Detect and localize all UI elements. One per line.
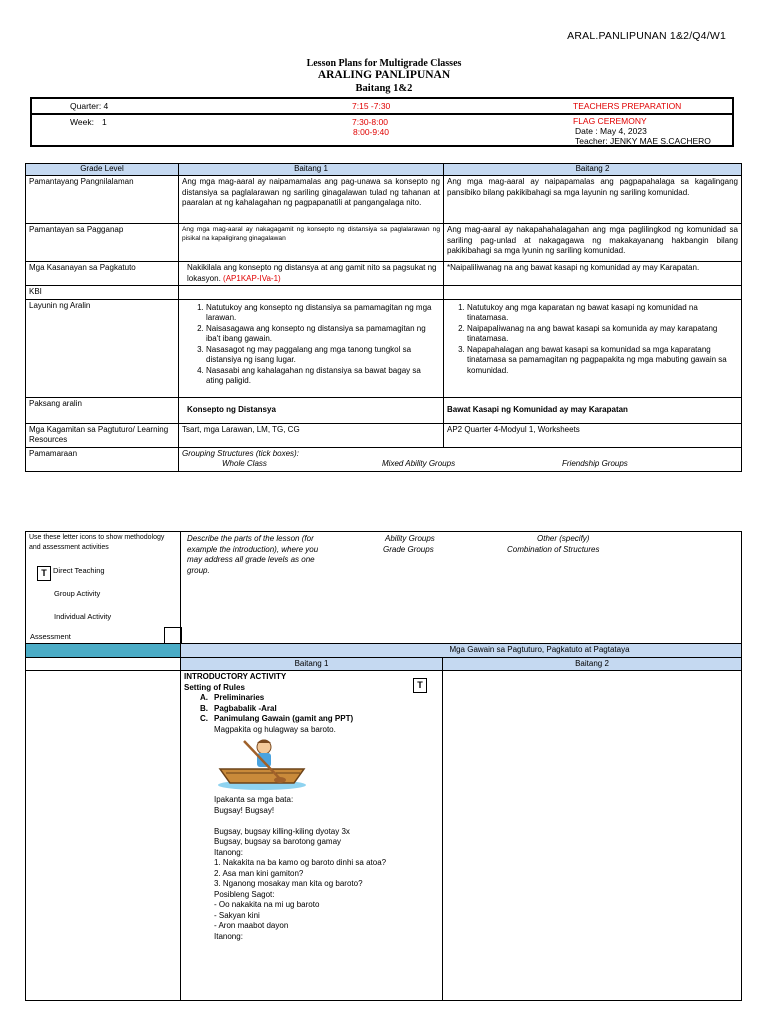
g1-resources: Tsart, mga Larawan, LM, TG, CG <box>179 423 444 447</box>
grouping-structures <box>179 447 742 472</box>
lesson-plan-table <box>25 163 742 472</box>
blank-cell <box>26 671 181 1001</box>
activity-1: TEACHERS PREPARATION <box>573 101 682 111</box>
row-label: Mga Kasanayan sa Pagkatuto <box>26 262 179 286</box>
text-line: Itanong: <box>214 931 243 941</box>
text-line: Posibleng Sagot: <box>214 889 275 899</box>
text-line: Itanong: <box>214 847 243 857</box>
text-line: 2. Asa man kini gamiton? <box>214 868 304 878</box>
g2-performance-standard: Ang mag-aaral ay nakapahahalagahan ang mga paglilingkod ng komunidad sa sariling pag-unlad at nakagagawa ng makakayanang hakbangin bilang pakikibahagi sa mga lyunin ng sariling komunidad. <box>444 224 742 262</box>
option-other[interactable]: Other (specify) <box>537 534 590 543</box>
list-item: 1. Natutukoy ang konsepto ng distansiya sa pamamagitan ng mga larawan. <box>206 303 440 324</box>
t-icon: T <box>413 678 427 693</box>
text-line: - Oo nakakita na mi ug baroto <box>214 900 320 909</box>
document-code: ARAL.PANLIPUNAN 1&2/Q4/W1 <box>567 30 726 42</box>
g2-activities <box>443 671 742 1001</box>
text-line: 3. Nganong mosakay man kita og baroto? <box>214 879 363 888</box>
option-mixed-ability[interactable]: Mixed Ability Groups <box>382 459 456 468</box>
list-item: B. Pagbabalik -Aral <box>200 703 277 713</box>
doc-title: Lesson Plans for Multigrade Classes <box>306 58 462 69</box>
legend-direct-label: Direct Teaching <box>53 566 105 575</box>
g1-objectives-list <box>182 303 440 387</box>
grouping-options <box>182 459 738 470</box>
legend-instruction: Use these letter icons to show methodology and assessment activities <box>29 534 165 551</box>
schedule-box <box>30 97 734 147</box>
intro-heading: INTRODUCTORY ACTIVITY <box>184 672 287 681</box>
g2-resources: AP2 Quarter 4-Modyul 1, Worksheets <box>444 423 742 447</box>
col-header-baitang2: Baitang 2 <box>444 164 742 176</box>
competency-code: (AP1KAP-IVa-1) <box>223 273 281 283</box>
activity-item-list <box>184 693 439 725</box>
boat-illustration <box>184 735 439 795</box>
row-label: Pamamaraan <box>26 447 179 472</box>
row-label: Pamantayan sa Pagganap <box>26 224 179 262</box>
activity-2: FLAG CEREMONY <box>573 116 647 126</box>
option-whole-class[interactable]: Whole Class <box>222 459 267 468</box>
g1-performance-standard: Ang mga mag-aaral ay nakagagamit ng konsepto ng distansiya sa paglalarawan ng pisikal na kapaligirang ginagalawan <box>179 224 444 262</box>
list-item: 2. Naisasagawa ang konsepto ng distansiya sa pamamagitan ng iba't ibang gawain. <box>206 324 440 345</box>
teacher-label: Teacher: JENKY MAE S.CACHERO <box>575 136 711 146</box>
g2-objectives-list <box>447 303 738 377</box>
col-header-baitang1: Baitang 1 <box>179 164 444 176</box>
activity-col-baitang1: Baitang 1 <box>181 657 443 671</box>
time-slot-1: 7:15 -7:30 <box>352 101 391 111</box>
legend-individual: Individual Activity <box>54 612 112 621</box>
g2-objectives <box>444 299 742 397</box>
boat-picture-icon <box>214 735 310 793</box>
structures-cell <box>181 532 742 644</box>
text-line: Ipakanta sa mga bata: <box>214 795 294 804</box>
week-label: Week: <box>70 117 94 127</box>
time-slot-2: 7:30-8:00 <box>352 117 388 127</box>
list-item: 4. Nasasabi ang kahalagahan ng distansiya sa bawat bagay sa ating paligid. <box>206 366 440 387</box>
g1-kbi <box>179 286 444 300</box>
col-header-grade: Grade Level <box>26 164 179 176</box>
text-line: Bugsay, bugsay sa barotong gamay <box>214 837 342 846</box>
row-label: Pamantayang Pangnilalaman <box>26 176 179 224</box>
quarter-label: Quarter: 4 <box>70 101 109 111</box>
activity-col-baitang2: Baitang 2 <box>443 657 742 671</box>
date-label: Date : May 4, 2023 <box>575 126 647 136</box>
t-icon: T <box>37 566 51 581</box>
option-grade-groups[interactable]: Grade Groups <box>383 545 434 554</box>
list-item: C. Panimulang Gawain (gamit ang PPT) <box>200 714 354 723</box>
list-item: 1. Natutukoy ang mga kaparatan ng bawat kasapi ng komunidad na tinatamasa. <box>467 303 738 324</box>
row-label: Paksang aralin <box>26 397 179 423</box>
list-item: 3. Nasasagot ng may paggalang ang mga tanong tungkol sa distansiya ng isang lugar. <box>206 345 440 366</box>
row-label: Layunin ng Aralin <box>26 299 179 397</box>
week-value: 1 <box>102 117 107 127</box>
g2-content-standard: Ang mga mag-aaral ay naipapamalas ang pagpapahalaga sa kagalingang pansibiko bilang pakikibahagi sa mga layunin ng sariling komunidad. <box>444 176 742 224</box>
g1-content-standard: Ang mga mag-aaral ay naipamamalas ang pag-unawa sa konsepto ng distansiya sa paglalarawan ng sariling ginagalawan tulad ng tahanan at paaralan at ng kahalagahan ng pagpapanatili at pangangalaga nito. <box>179 176 444 224</box>
list-item: 3. Napapahalagan ang bawat kasapi sa komunidad sa mga kaparatang tinatamasa sa pamamagitan ng pagpapakita ng mga mabuting gawain sa komunidad. <box>467 345 738 377</box>
option-ability-groups[interactable]: Ability Groups <box>385 534 435 543</box>
g2-competency: *Naipaliliwanag na ang bawat kasapi ng komunidad ay may Karapatan. <box>444 262 742 286</box>
option-friendship[interactable]: Friendship Groups <box>562 459 628 468</box>
describe-text: Describe the parts of the lesson (for example the introduction), where you may address all grade levels as one group. <box>187 534 319 575</box>
g1-objectives <box>179 299 444 397</box>
text-line <box>214 816 439 827</box>
row-label: Mga Kagamitan sa Pagtuturo/ Learning Resources <box>26 423 179 447</box>
section-teal-cell <box>26 644 181 658</box>
g2-topic: Bawat Kasapi ng Komunidad ay may Karapatan <box>444 397 742 423</box>
song-and-questions <box>184 795 439 942</box>
subject-title: ARALING PANLIPUNAN <box>317 69 451 81</box>
row-label: KBI <box>26 286 179 300</box>
grade-title: Baitang 1&2 <box>355 83 413 94</box>
legend-cell <box>26 532 181 644</box>
text-line: Bugsay! Bugsay! <box>214 805 275 815</box>
legend-group: Group Activity <box>54 589 101 598</box>
text-line: Bugsay, bugsay killing-kiling dyotay 3x <box>214 826 350 836</box>
activities-table <box>25 531 742 1001</box>
time-slot-3: 8:00-9:40 <box>353 127 389 137</box>
assessment-box <box>164 627 182 644</box>
g1-activities <box>181 671 443 1001</box>
section-title: Mga Gawain sa Pagtuturo, Pagkatuto at Pagtataya <box>181 644 742 658</box>
text-line: 1. Nakakita na ba kamo og baroto dinhi sa atoa? <box>214 858 387 867</box>
g1-topic: Konsepto ng Distansya <box>179 397 444 423</box>
show-picture-text: Magpakita og hulagway sa baroto. <box>214 724 336 734</box>
blank-cell <box>26 657 181 671</box>
g1-competency <box>179 262 444 286</box>
list-item: A. Preliminaries <box>200 693 265 702</box>
list-item: 2. Naipapaliwanag na ang bawat kasapi sa komunida ay may karapatang tinatamasa. <box>467 324 738 345</box>
rules-heading: Setting of Rules <box>184 682 245 692</box>
legend-assessment: Assessment <box>30 632 71 641</box>
grouping-intro: Grouping Structures (tick boxes): <box>182 448 299 458</box>
option-combination[interactable]: Combination of Structures <box>507 545 600 554</box>
g2-kbi <box>444 286 742 300</box>
text-line: - Sakyan kini <box>214 910 260 920</box>
text-line: - Aron maabot dayon <box>214 921 289 930</box>
g1-competency-text: Nakikilala ang konsepto ng distansya at ang gamit nito sa pagsukat ng lokasyon. <box>187 263 437 283</box>
